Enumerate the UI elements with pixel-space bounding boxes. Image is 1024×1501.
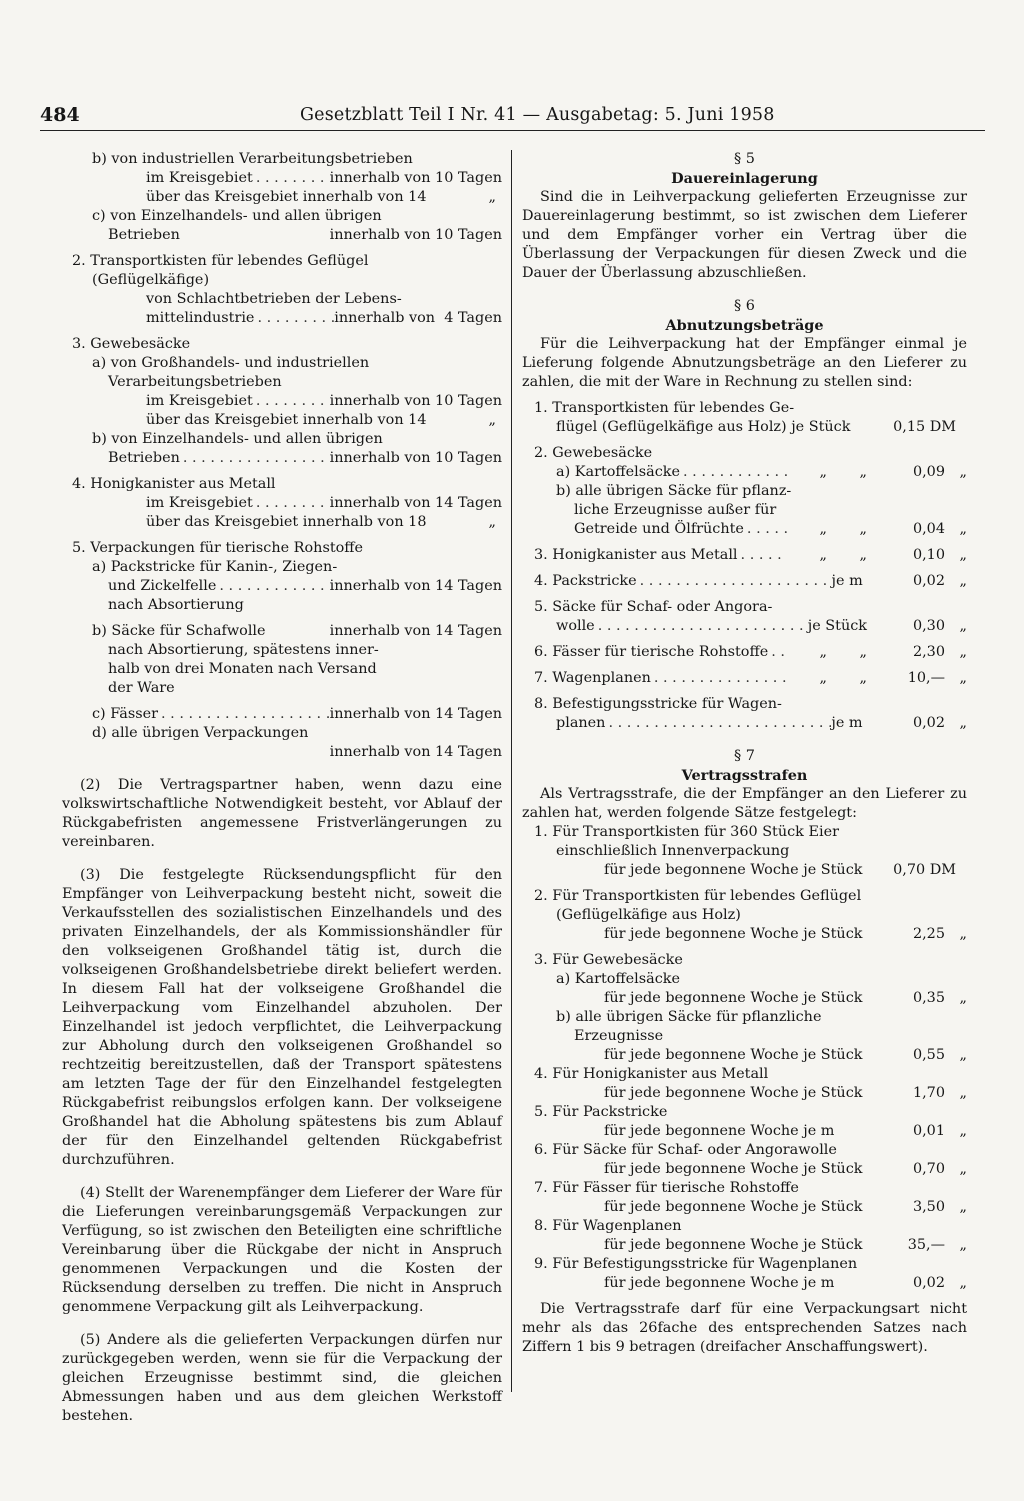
section-7-final: Die Vertragsstrafe darf für eine Verpackungsart nicht mehr als das 26fache des entsprechenden Satzes nach Ziffern 1 bis 9 betragen (dreifacher Anschaffungswert). [522, 1301, 967, 1355]
right-column [522, 150, 967, 1357]
section-6-number: § 6 [734, 298, 755, 314]
item-3-line: 3. Gewebesäcke [72, 336, 191, 352]
item-5-line: 5. Verpackungen für tierische Rohstoffe [72, 540, 364, 556]
s6-item-2b-price: Getreide und Ölfrüchte . . . „ „ 0,04 „ [534, 520, 967, 539]
item-3b-betriebe: Betrieben . . . innerhalb von 10 Tagen [72, 449, 502, 468]
paragraph-2: (2) Die Vertragspartner haben, wenn dazu eine volkswirtschaftliche Notwendigkeit besteht, vor Ablauf der Rückgabefristen angemessene Fristverlängerungen zu vereinbaren. [62, 777, 502, 850]
item-5a-line: a) Packstricke für Kanin-, Ziegen- [92, 559, 338, 575]
s6-item-2b-erz: liche Erzeugnisse außer für [574, 502, 777, 518]
s7-item-4-rate: für jede begonnene Woche je Stück 1,70 „ [604, 1085, 967, 1101]
item-2-sub: (Geflügelkäfige) [92, 272, 210, 288]
item-1b-kreis: im Kreisgebiet . . . innerhalb von 10 Tagen [72, 169, 502, 188]
s7-item-1-sub: einschließlich Innenverpackung [556, 843, 790, 859]
s6-item-3-price: 3. Honigkanister aus Metall . . . „ „ 0,10 „ [534, 546, 967, 565]
s6-item-1-price: flügel (Geflügelkäfige aus Holz) je Stück 0,15 DM [556, 419, 956, 435]
item-3a-ueber: über das Kreisgebiet innerhalb von 14 „ [146, 412, 496, 428]
item-5a-absort: nach Absortierung [108, 597, 244, 613]
item-5b-monate: halb von drei Monaten nach Versand [108, 661, 377, 677]
item-5d-frist: innerhalb von 14 Tagen [329, 744, 502, 760]
paragraph-4: (4) Stellt der Warenempfänger dem Lieferer der Ware für die Lieferungen vereinbarungsgemäß Verpackungen zur Verfügung, so ist zwischen den Beteiligten eine schriftliche Vereinbarung über die Rückgabe der nicht in Anspruch genommenen Verpackungen und die Kosten der Rücksendung derselben zu treffen. Die nicht in Anspruch genommene Verpackung gilt als Leihverpackung. [62, 1185, 502, 1315]
s7-item-2-line: 2. Für Transportkisten für lebendes Geflügel [534, 888, 862, 904]
section-7-list [522, 823, 967, 1293]
s6-item-6-price: 6. Fässer für tierische Rohstoffe . . . „ „ 2,30 „ [534, 643, 967, 662]
s7-item-2-sub: (Geflügelkäfige aus Holz) [556, 907, 741, 923]
item-3b-line: b) von Einzelhandels- und allen übrigen [92, 431, 383, 447]
s7-item-8-rate: für jede begonnene Woche je Stück 35,— „ [604, 1237, 967, 1253]
s6-item-2a-price: a) Kartoffelsäcke . . . „ „ 0,09 „ [534, 463, 967, 482]
header-rule [40, 130, 985, 131]
item-3a-line: a) von Großhandels- und industriellen [92, 355, 370, 371]
item-3a-kreis: im Kreisgebiet . . . innerhalb von 10 Tagen [72, 392, 502, 411]
s7-item-4-line: 4. Für Honigkanister aus Metall [534, 1066, 769, 1082]
s7-item-9-line: 9. Für Befestigungsstricke für Wagenplanen [534, 1256, 858, 1272]
s7-item-2-rate: für jede begonnene Woche je Stück 2,25 „ [604, 926, 967, 942]
item-4-ueber: über das Kreisgebiet innerhalb von 18 „ [146, 514, 496, 530]
item-1c-line: c) von Einzelhandels- und allen übrigen [92, 208, 382, 224]
s7-item-3b-line: b) alle übrigen Säcke für pflanzliche [556, 1009, 822, 1025]
s7-item-8-line: 8. Für Wagenplanen [534, 1218, 682, 1234]
item-5d-line: d) alle übrigen Verpackungen [92, 725, 309, 741]
item-5b-ware: der Ware [108, 680, 175, 696]
s7-item-9-rate: für jede begonnene Woche je m 0,02 „ [604, 1275, 967, 1291]
paragraph-3: (3) Die festgelegte Rücksendungspflicht für den Empfänger von Leihverpackung besteht nicht, soweit die Verkaufsstellen des sozialistischen Einzelhandels und des privaten Einzelhandels, der als Kommissionshändler für den volkseigenen Großhandel tätig ist, durch die volkseigenen Großhandelsbetriebe direkt beliefert werden. In diesem Fall hat der volkseigene Großhandel die Leihverpackung vom Einzelhandel abzuholen. Der Einzelhandel ist jedoch verpflichtet, die Leihverpackung zur Abholung durch den volkseigenen Großhandel so rechtzeitig bereitzustellen, daß der Transport spätestens am letzten Tage der für den Einzelhandel festgelegten Rückgabefrist reibungslos erfolgen kann. Der volkseigene Großhandel hat die Abholung spätestens bis zum Ablauf der für den Einzelhandel geltenden Rückgabefrist durchzuführen. [62, 867, 502, 1168]
item-1b-ueber: über das Kreisgebiet innerhalb von 14 „ [146, 189, 496, 205]
s6-item-1-line: 1. Transportkisten für lebendes Ge- [534, 400, 795, 416]
s6-item-2b-line: b) alle übrigen Säcke für pflanz- [556, 483, 792, 499]
item-1c-betriebe: Betrieben innerhalb von 10 Tagen [108, 227, 502, 243]
item-5b-line: b) Säcke für Schafwolle innerhalb von 14 Tagen [92, 623, 502, 639]
item-5c-line: c) Fässer . . . innerhalb von 14 Tagen [72, 705, 502, 724]
item-3a-verarb: Verarbeitungsbetrieben [108, 374, 282, 390]
paragraph-5: (5) Andere als die gelieferten Verpackungen dürfen nur zurückgegeben werden, wenn sie für die Verpackung der gleichen Erzeugnisse bestimmt sind, die gleichen Abmessungen haben und aus dem gleichen Werkstoff bestehen. [62, 1332, 502, 1424]
s6-item-8-line: 8. Befestigungsstricke für Wagen- [534, 696, 782, 712]
s7-item-5-line: 5. Für Packstricke [534, 1104, 668, 1120]
section-5-number: § 5 [734, 151, 755, 167]
left-column [62, 150, 502, 1426]
s7-item-3-line: 3. Für Gewebesäcke [534, 952, 683, 968]
s6-item-4-price: 4. Packstricke . . . je m 0,02 „ [534, 572, 967, 591]
s7-item-6-rate: für jede begonnene Woche je Stück 0,70 „ [604, 1161, 967, 1177]
s6-item-5-line: 5. Säcke für Schaf- oder Angora- [534, 599, 773, 615]
s6-item-2-line: 2. Gewebesäcke [534, 445, 653, 461]
s7-item-1-line: 1. Für Transportkisten für 360 Stück Eier [534, 824, 839, 840]
item-5a-felle: und Zickelfelle . . . innerhalb von 14 Tagen [72, 577, 502, 596]
section-6-title: Abnutzungsbeträge [665, 317, 824, 334]
s7-item-6-line: 6. Für Säcke für Schaf- oder Angorawolle [534, 1142, 837, 1158]
s6-item-7-price: 7. Wagenplanen . . . „ „ 10,— „ [534, 669, 967, 688]
section-5-title: Dauereinlagerung [671, 170, 818, 187]
column-divider [511, 150, 512, 1392]
s7-item-3b-sub: Erzeugnisse [574, 1028, 664, 1044]
s7-item-1-rate: für jede begonnene Woche je Stück 0,70 DM [604, 862, 956, 878]
s6-item-5-price: wolle . . . je Stück 0,30 „ [534, 617, 967, 636]
item-4-line: 4. Honigkanister aus Metall [72, 476, 276, 492]
s7-item-3b-rate: für jede begonnene Woche je Stück 0,55 „ [604, 1047, 967, 1063]
s7-item-3a-line: a) Kartoffelsäcke [556, 971, 681, 987]
s7-item-7-line: 7. Für Fässer für tierische Rohstoffe [534, 1180, 799, 1196]
s7-item-5-rate: für jede begonnene Woche je m 0,01 „ [604, 1123, 967, 1139]
section-5-text: Sind die in Leihverpackung gelieferten Erzeugnisse zur Dauereinlagerung bestimmt, so ist zwischen dem Lieferer und dem Empfänger vorher ein Vertrag über die Überlassung der Verpackungen für diesen Zweck und die Dauer der Überlassung abzuschließen. [522, 189, 967, 281]
page-header: Gesetzblatt Teil I Nr. 41 — Ausgabetag: 5. Juni 1958 [300, 105, 775, 125]
item-5b-absort: nach Absortierung, spätestens inner- [108, 642, 379, 658]
section-7-text: Als Vertragsstrafe, die der Empfänger an den Lieferer zu zahlen hat, werden folgende Sätze festgelegt: [522, 786, 967, 821]
section-7-title: Vertragsstrafen [681, 767, 808, 784]
s7-item-3a-rate: für jede begonnene Woche je Stück 0,35 „ [604, 990, 967, 1006]
section-6-list [522, 399, 967, 733]
item-2-line: 2. Transportkisten für lebendes Geflügel [72, 253, 369, 269]
section-6-text: Für die Leihverpackung hat der Empfänger einmal je Lieferung folgende Abnutzungsbeträge an den Lieferer zu zahlen, die mit der Ware in Rechnung zu stellen sind: [522, 336, 967, 390]
item-1b-line: b) von industriellen Verarbeitungsbetrieben [92, 151, 413, 167]
s7-item-7-rate: für jede begonnene Woche je Stück 3,50 „ [604, 1199, 967, 1215]
s6-item-8-price: planen . . . je m 0,02 „ [534, 714, 967, 733]
page-number: 484 [40, 104, 80, 126]
item-2-schlacht: von Schlachtbetrieben der Lebens- [146, 291, 402, 307]
item-2-mittel: mittelindustrie . . . innerhalb von 4 Tagen [72, 309, 502, 328]
section-7-number: § 7 [734, 748, 755, 764]
item-4-kreis: im Kreisgebiet . . . innerhalb von 14 Tagen [72, 494, 502, 513]
